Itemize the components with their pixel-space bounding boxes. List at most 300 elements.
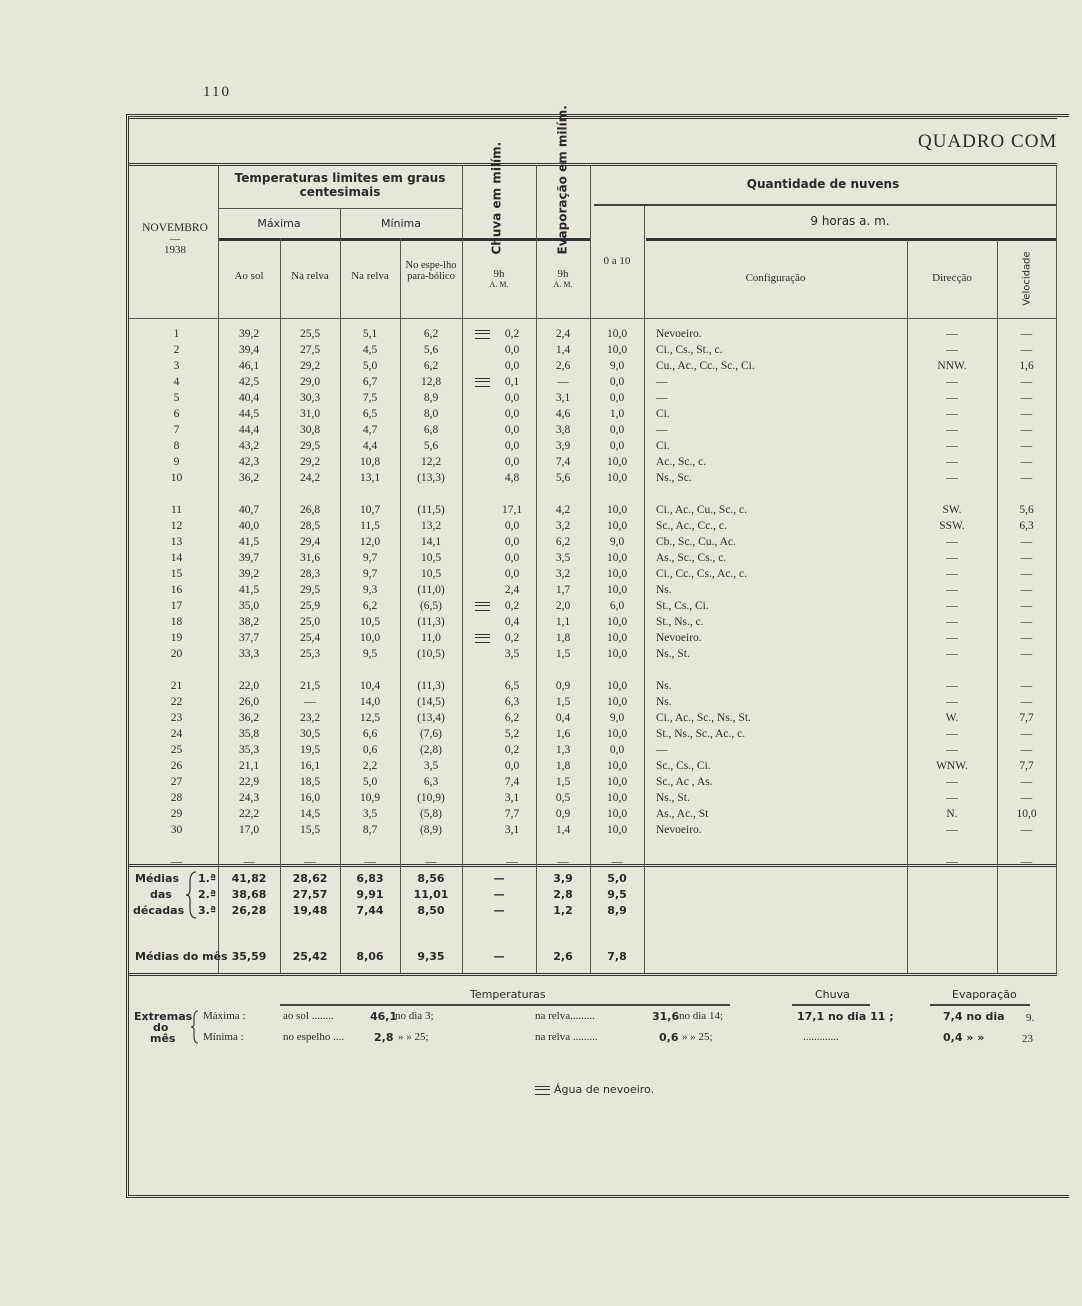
table-cell: — <box>170 856 183 868</box>
table-cell: 17,1 <box>501 504 523 516</box>
table-cell: — <box>946 424 958 436</box>
table-cell: 30,3 <box>299 392 321 404</box>
table-cell: — <box>1020 728 1033 740</box>
table-cell: St., Ns., Sc., Ac., c. <box>656 728 746 740</box>
table-cell: (10,9) <box>417 792 445 804</box>
table-row <box>0 776 1082 792</box>
table-cell: (7,6) <box>419 728 443 740</box>
fog-water-icon <box>474 376 494 388</box>
table-cell: — <box>946 776 958 788</box>
table-cell: 30 <box>170 824 183 836</box>
table-row <box>0 808 1082 824</box>
table-cell: — <box>304 856 316 868</box>
medias-mes-label: Médias do mês <box>135 950 228 963</box>
table-cell: — <box>946 392 958 404</box>
table-cell: 43,2 <box>238 440 260 452</box>
table-cell: 40,0 <box>238 520 260 532</box>
legend <box>535 1083 654 1096</box>
extremas-maxima-label: Máxima : <box>203 1010 246 1022</box>
table-cell: 10,0 <box>606 680 628 692</box>
table-cell: 18,5 <box>299 776 321 788</box>
medias-cell: 19,48 <box>292 904 328 917</box>
max-sol-day: no dia 3; <box>395 1010 434 1022</box>
table-cell: — <box>1020 568 1033 580</box>
configuracao-header: Configuração <box>745 272 806 284</box>
medias-cell: 28,62 <box>292 872 328 885</box>
table-cell: 5,6 <box>423 440 439 452</box>
table-cell: 1,0 <box>609 408 625 420</box>
table-cell: 38,2 <box>238 616 260 628</box>
table-cell: 1,5 <box>555 696 571 708</box>
table-cell: 3 <box>173 360 180 372</box>
table-cell: 40,4 <box>238 392 260 404</box>
extremas-chuva-rule <box>792 1004 870 1006</box>
table-row <box>0 760 1082 776</box>
decada-1-label: 1.ª <box>198 872 217 885</box>
medias-cell: 2,8 <box>553 888 573 901</box>
decada-2-label: 2.ª <box>198 888 217 901</box>
table-cell: (6,5) <box>419 600 443 612</box>
table-cell: 7,4 <box>504 776 520 788</box>
fog-water-icon <box>474 632 494 644</box>
table-cell: 26 <box>170 760 183 772</box>
table-cell: 39,4 <box>238 344 260 356</box>
medias-cell: 41,82 <box>231 872 267 885</box>
table-cell: 10,0 <box>606 776 628 788</box>
medias-cell: 6,83 <box>356 872 384 885</box>
table-cell: — <box>1020 600 1033 612</box>
na-relva-min-header: Na relva <box>351 270 389 282</box>
table-cell: 39,2 <box>238 328 260 340</box>
table-row <box>0 856 1082 872</box>
table-cell: 3,5 <box>362 808 378 820</box>
table-cell: — <box>506 856 518 868</box>
table-cell: — <box>946 408 958 420</box>
table-cell: 1,5 <box>555 648 571 660</box>
table-cell: 10,5 <box>420 568 442 580</box>
table-cell: 1,8 <box>555 760 571 772</box>
table-cell: 6,3 <box>423 776 439 788</box>
table-cell: — <box>656 424 668 436</box>
table-cell: 27 <box>170 776 183 788</box>
table-cell: 13,1 <box>359 472 381 484</box>
table-cell: 21 <box>170 680 183 692</box>
table-cell: Ns., St. <box>656 792 690 804</box>
table-cell: 29 <box>170 808 183 820</box>
table-cell: 26,8 <box>299 504 321 516</box>
table-cell: 6,3 <box>1019 520 1034 532</box>
table-cell: 3,1 <box>504 824 520 836</box>
medias-cell: 11,01 <box>413 888 449 901</box>
medias-cell: 8,56 <box>417 872 445 885</box>
table-cell: 5,0 <box>362 360 378 372</box>
min-espelho-day: » » 25; <box>398 1031 429 1043</box>
table-cell: Ns., St. <box>656 648 690 660</box>
table-cell: 10,0 <box>606 520 628 532</box>
table-row <box>0 792 1082 808</box>
table-cell: 10,0 <box>606 824 628 836</box>
ao-sol-header: Ao sol <box>234 270 264 282</box>
table-cell: 5,6 <box>1019 504 1034 516</box>
table-cell: 22,2 <box>238 808 260 820</box>
table-cell: 10,7 <box>359 504 381 516</box>
table-cell: 1 <box>173 328 180 340</box>
header-bottom-rule <box>129 318 1057 319</box>
table-row <box>0 712 1082 728</box>
table-cell: — <box>1020 584 1033 596</box>
table-cell: (11,0) <box>417 584 445 596</box>
table-cell: 4 <box>173 376 180 388</box>
table-cell: 10,0 <box>606 728 628 740</box>
table-row <box>0 456 1082 472</box>
table-cell: 11 <box>170 504 183 516</box>
table-cell: 5,6 <box>423 344 439 356</box>
table-cell: 12,5 <box>359 712 381 724</box>
table-cell: 3,5 <box>423 760 439 772</box>
table-cell: 31,0 <box>299 408 321 420</box>
table-cell: W. <box>945 712 959 724</box>
table-cell: 4,7 <box>362 424 378 436</box>
table-cell: Cu., Ac., Cc., Sc., Ci. <box>656 360 755 372</box>
table-cell: 0,9 <box>555 808 571 820</box>
table-cell: 7,7 <box>504 808 520 820</box>
table-cell: 4,8 <box>504 472 520 484</box>
table-cell: 1,5 <box>555 776 571 788</box>
table-cell: — <box>425 856 437 868</box>
table-cell: 10,0 <box>1016 808 1037 820</box>
table-cell: 10,9 <box>359 792 381 804</box>
table-cell: 26,0 <box>238 696 260 708</box>
table-cell: 22,9 <box>238 776 260 788</box>
table-cell: — <box>1020 408 1033 420</box>
table-cell: 4,4 <box>362 440 378 452</box>
table-cell: 25,3 <box>299 648 321 660</box>
table-cell: — <box>946 568 958 580</box>
table-cell: — <box>1020 648 1033 660</box>
table-cell: — <box>1020 456 1033 468</box>
table-cell: 1,4 <box>555 344 571 356</box>
extremas-evap-label: Evaporação <box>952 988 1017 1001</box>
table-row <box>0 376 1082 392</box>
table-cell: — <box>243 856 255 868</box>
table-cell: 12,0 <box>359 536 381 548</box>
table-cell: SSW. <box>939 520 965 532</box>
table-cell: — <box>364 856 376 868</box>
table-cell: — <box>1020 776 1033 788</box>
table-cell: — <box>946 648 958 660</box>
table-cell: 0,1 <box>504 376 520 388</box>
medias-mes-cell: 8,06 <box>356 950 384 963</box>
table-cell: Ci., Cc., Cs., Ac., c. <box>656 568 748 580</box>
table-cell: 28,3 <box>299 568 321 580</box>
table-cell: 5,2 <box>504 728 520 740</box>
table-cell: 14,1 <box>420 536 442 548</box>
medias-cell: 26,28 <box>231 904 267 917</box>
table-cell: (13,3) <box>417 472 445 484</box>
table-cell: 3,2 <box>555 568 571 580</box>
table-cell: 4,6 <box>555 408 571 420</box>
table-cell: 41,5 <box>238 536 260 548</box>
table-cell: — <box>1020 392 1033 404</box>
table-cell: 9,0 <box>609 360 625 372</box>
table-cell: 0,0 <box>609 376 625 388</box>
table-cell: Nevoeiro. <box>656 632 702 644</box>
extremas-rule <box>129 973 1057 976</box>
extremas-brace <box>190 1010 200 1044</box>
table-row <box>0 584 1082 600</box>
table-cell: 10,0 <box>606 808 628 820</box>
table-cell: 8,7 <box>362 824 378 836</box>
extremas-chuva-label: Chuva <box>815 988 850 1001</box>
table-cell: SW. <box>942 504 962 516</box>
table-cell: 10,0 <box>606 584 628 596</box>
medias-cell: 1,2 <box>553 904 573 917</box>
table-cell: Sc., Cs., Ci. <box>656 760 711 772</box>
nuvens-sub-rule <box>646 238 1056 241</box>
table-cell: Ns. <box>656 680 672 692</box>
table-cell: — <box>1020 792 1033 804</box>
table-row <box>0 600 1082 616</box>
table-cell: Cb., Sc., Cu., Ac. <box>656 536 736 548</box>
chuva-hour: 9h <box>493 268 505 280</box>
table-cell: 10,0 <box>606 472 628 484</box>
extremas-minima-label: Mínima : <box>203 1031 244 1043</box>
table-cell: St., Cs., Ci. <box>656 600 709 612</box>
table-row <box>0 680 1082 696</box>
chuva-minima: ............. <box>803 1031 839 1043</box>
table-cell: 41,5 <box>238 584 260 596</box>
table-cell: — <box>656 392 668 404</box>
table-cell: 0,0 <box>504 392 520 404</box>
table-cell: 0,9 <box>555 680 571 692</box>
extremas-evap-rule <box>930 1004 1030 1006</box>
table-cell: 18 <box>170 616 183 628</box>
table-cell: 0,0 <box>609 744 625 756</box>
table-cell: — <box>946 744 958 756</box>
medias-cell: — <box>493 904 505 917</box>
medias-mes-cell: 9,35 <box>417 950 445 963</box>
table-row <box>0 472 1082 488</box>
minima-label: Mínima <box>380 217 422 230</box>
table-cell: 3,2 <box>555 520 571 532</box>
table-cell: 20 <box>170 648 183 660</box>
table-cell: 3,1 <box>504 792 520 804</box>
table-cell: 5,0 <box>362 776 378 788</box>
table-cell: 7,5 <box>362 392 378 404</box>
table-cell: 1,1 <box>555 616 571 628</box>
medias-cell: 9,91 <box>356 888 384 901</box>
table-cell: — <box>946 616 958 628</box>
table-cell: — <box>946 536 958 548</box>
nove-horas-label: 9 horas a. m. <box>810 214 890 228</box>
table-cell: 6,5 <box>362 408 378 420</box>
min-relva-day: » » 25; <box>682 1031 713 1043</box>
fog-water-icon <box>535 1086 550 1095</box>
table-cell: — <box>1020 696 1033 708</box>
table-cell: As., Ac., St <box>656 808 709 820</box>
table-cell: — <box>946 824 958 836</box>
table-cell: Ci. <box>656 440 670 452</box>
table-cell: 10,0 <box>606 328 628 340</box>
medias-mes-cell: 7,8 <box>607 950 627 963</box>
medias-decadas-label: décadas <box>133 904 185 917</box>
table-cell: 9 <box>173 456 180 468</box>
maxima-label: Máxima <box>257 217 301 230</box>
table-cell: 6,2 <box>555 536 571 548</box>
table-cell: — <box>557 376 569 388</box>
table-cell: 6,5 <box>504 680 520 692</box>
table-cell: 25,0 <box>299 616 321 628</box>
extremas-temp-rule <box>280 1004 730 1006</box>
table-cell: 10 <box>170 472 183 484</box>
table-cell: 0,6 <box>362 744 378 756</box>
medias-cell: 3,9 <box>553 872 573 885</box>
table-cell: 6,0 <box>609 600 625 612</box>
table-cell: 6,3 <box>504 696 520 708</box>
table-cell: 30,8 <box>299 424 321 436</box>
table-cell: Ns. <box>656 696 672 708</box>
table-cell: 25,5 <box>299 328 321 340</box>
table-cell: (8,9) <box>419 824 443 836</box>
table-cell: (2,8) <box>419 744 443 756</box>
legend-text: Água de nevoeiro. <box>554 1083 655 1096</box>
table-cell: 17 <box>170 600 183 612</box>
table-cell: 10,0 <box>606 456 628 468</box>
table-cell: Ci., Ac., Cu., Sc., c. <box>656 504 748 516</box>
table-cell: — <box>1020 328 1033 340</box>
table-cell: 6,6 <box>362 728 378 740</box>
medias-cell: — <box>493 872 505 885</box>
min-relva-value: 0,6 <box>659 1031 679 1044</box>
table-cell: 0,0 <box>609 392 625 404</box>
table-cell: 3,9 <box>555 440 571 452</box>
table-cell: — <box>1020 424 1033 436</box>
table-cell: — <box>946 728 958 740</box>
evap-maxima-day: 9. <box>1026 1012 1035 1024</box>
table-cell: 27,5 <box>299 344 321 356</box>
table-cell: 15,5 <box>299 824 321 836</box>
evap-header: Evaporação em milím. <box>555 105 570 255</box>
chuva-maxima: 17,1 no dia 11 ; <box>797 1010 894 1023</box>
max-relva-value: 31,6 <box>652 1010 680 1023</box>
extremas-temperaturas-label: Temperaturas <box>470 988 546 1001</box>
table-cell: 0,0 <box>504 568 520 580</box>
table-cell: — <box>946 632 958 644</box>
table-cell: 2,4 <box>504 584 520 596</box>
table-cell: — <box>946 856 958 868</box>
table-cell: 5,6 <box>555 472 571 484</box>
table-cell: 14,5 <box>299 808 321 820</box>
table-cell: (11,5) <box>417 504 445 516</box>
table-cell: 4,2 <box>555 504 571 516</box>
table-cell: 10,0 <box>606 696 628 708</box>
table-cell: 23,2 <box>299 712 321 724</box>
table-cell: 29,4 <box>299 536 321 548</box>
table-row <box>0 568 1082 584</box>
table-cell: (11,3) <box>417 616 445 628</box>
table-cell: 6,2 <box>362 600 378 612</box>
min-espelho-label: no espelho .... <box>283 1031 345 1043</box>
table-cell: 35,8 <box>238 728 260 740</box>
table-row <box>0 360 1082 376</box>
table-cell: 3,5 <box>504 648 520 660</box>
table-cell: Ci., Ac., Sc., Ns., St. <box>656 712 751 724</box>
table-cell: 28 <box>170 792 183 804</box>
table-cell: 3,8 <box>555 424 571 436</box>
table-cell: 42,5 <box>238 376 260 388</box>
table-cell: Nevoeiro. <box>656 824 702 836</box>
table-cell: — <box>946 328 958 340</box>
table-cell: — <box>1020 472 1033 484</box>
table-cell: 1,8 <box>555 632 571 644</box>
table-cell: 2,4 <box>555 328 571 340</box>
table-cell: WNW. <box>936 760 968 772</box>
table-cell: 16,0 <box>299 792 321 804</box>
table-cell: 9,7 <box>362 568 378 580</box>
table-cell: Sc., Ac., Cc., c. <box>656 520 727 532</box>
table-cell: 10,0 <box>606 568 628 580</box>
table-cell: 2,2 <box>362 760 378 772</box>
table-cell: (13,4) <box>417 712 445 724</box>
page-number: 110 <box>203 84 231 100</box>
table-cell: 44,5 <box>238 408 260 420</box>
table-cell: 5,1 <box>362 328 378 340</box>
table-cell: 11,5 <box>360 520 380 532</box>
table-cell: 0,2 <box>504 600 520 612</box>
table-cell: — <box>946 584 958 596</box>
header-rule <box>129 163 1057 166</box>
table-cell: 30,5 <box>299 728 321 740</box>
table-row <box>0 728 1082 744</box>
medias-mes-cell: 35,59 <box>231 950 267 963</box>
medias-das-label: das <box>150 888 172 901</box>
extremas-mes-label: mês <box>150 1032 176 1045</box>
max-relva-label: na relva......... <box>535 1010 595 1022</box>
table-cell: 0,0 <box>504 520 520 532</box>
table-cell: — <box>946 440 958 452</box>
table-cell: 42,3 <box>238 456 260 468</box>
table-cell: 8,9 <box>423 392 439 404</box>
table-cell: St., Ns., c. <box>656 616 704 628</box>
table-cell: 36,2 <box>238 472 260 484</box>
table-cell: 16 <box>170 584 183 596</box>
table-cell: 29,5 <box>299 584 321 596</box>
evap-minima-day: 23 <box>1022 1033 1033 1045</box>
fog-water-icon <box>474 328 494 340</box>
medias-cell: 7,44 <box>356 904 384 917</box>
table-cell: 0,0 <box>504 344 520 356</box>
medias-mes-cell: 2,6 <box>553 950 573 963</box>
table-cell: Ci. <box>656 408 670 420</box>
table-cell: 2,6 <box>555 360 571 372</box>
table-cell: 4,5 <box>362 344 378 356</box>
table-cell: 2 <box>173 344 180 356</box>
table-cell: 0,0 <box>504 552 520 564</box>
table-row <box>0 632 1082 648</box>
max-sol-label: ao sol ........ <box>283 1010 334 1022</box>
table-cell: 9,7 <box>362 552 378 564</box>
top-rule <box>129 116 1057 119</box>
table-cell: 3,1 <box>555 392 571 404</box>
table-row <box>0 616 1082 632</box>
table-cell: 10,0 <box>606 648 628 660</box>
table-row <box>0 824 1082 840</box>
table-cell: — <box>946 792 958 804</box>
table-cell: — <box>1020 824 1033 836</box>
table-cell: 0,0 <box>504 424 520 436</box>
table-cell: 39,7 <box>238 552 260 564</box>
table-cell: 17,0 <box>238 824 260 836</box>
